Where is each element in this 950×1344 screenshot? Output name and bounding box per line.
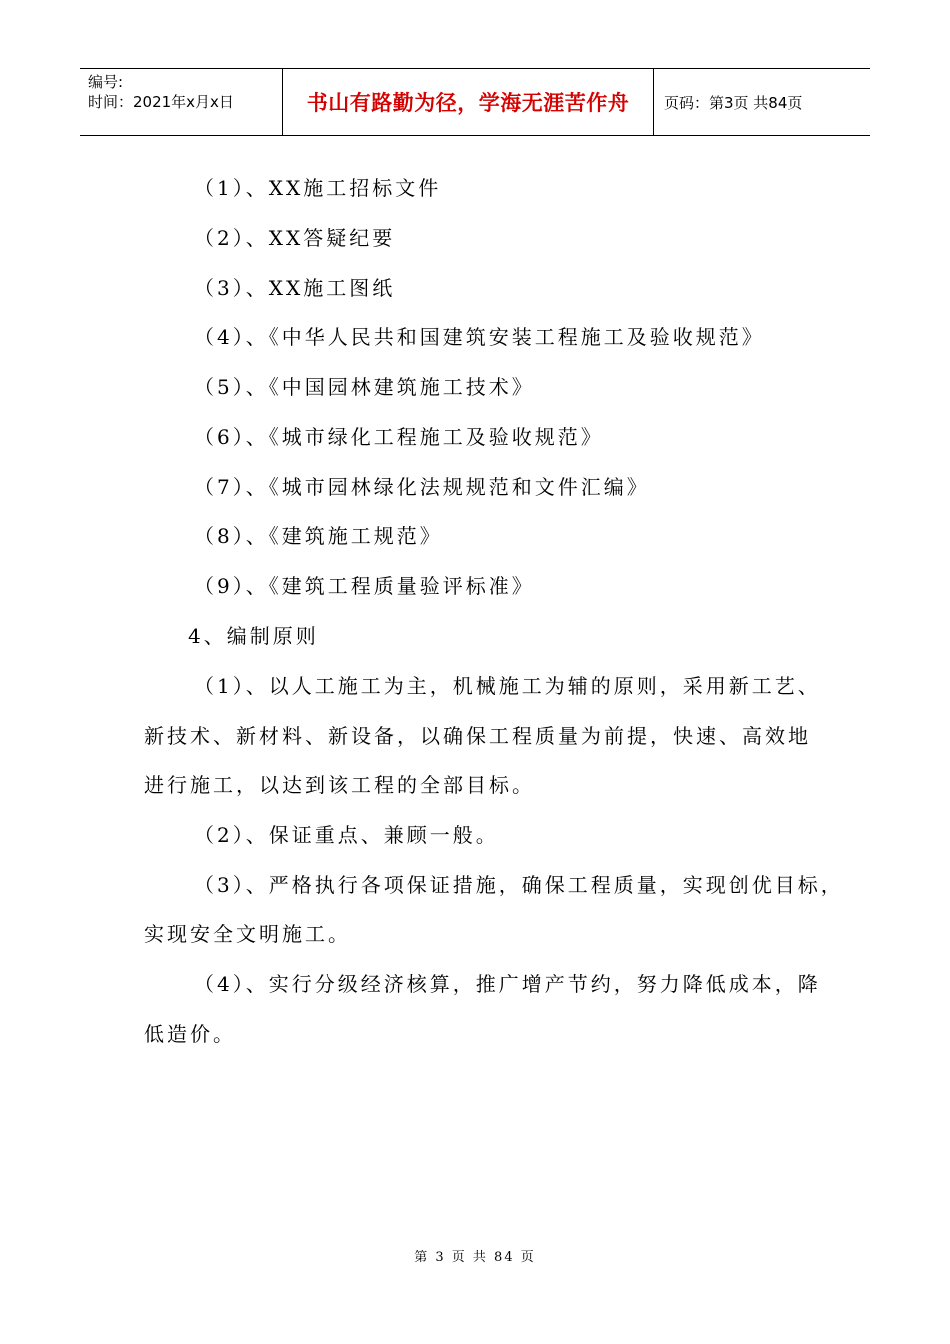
- list-item: （9）、《建筑工程质量验评标准》: [194, 574, 535, 598]
- header-page-info: 页码：第3页 共84页: [664, 93, 803, 112]
- page-header: [80, 68, 870, 136]
- paragraph-line: 实现安全文明施工。: [144, 922, 351, 946]
- list-item: （7）、《城市园林绿化法规规范和文件汇编》: [194, 475, 650, 499]
- time-label: 时间：2021年x月x日: [88, 93, 234, 111]
- paragraph-line: 进行施工，以达到该工程的全部目标。: [144, 773, 535, 797]
- header-motto: 书山有路勤为径，学海无涯苦作舟: [282, 69, 654, 135]
- paragraph-line: （2）、保证重点、兼顾一般。: [194, 823, 499, 847]
- paragraph-line: 新技术、新材料、新设备，以确保工程质量为前提，快速、高效地: [144, 724, 811, 748]
- header-meta: [80, 69, 282, 135]
- list-item: （8）、《建筑施工规范》: [194, 524, 443, 548]
- paragraph-line: 低造价。: [144, 1022, 236, 1046]
- paragraph-line: （3）、严格执行各项保证措施，确保工程质量，实现创优目标，: [194, 873, 844, 897]
- paragraph-line: （1）、以人工施工为主，机械施工为辅的原则，采用新工艺、: [194, 674, 821, 698]
- page-footer: 第 3 页 共 84 页: [414, 1250, 536, 1265]
- list-item: （1）、XX施工招标文件: [194, 176, 442, 200]
- list-item: （2）、XX答疑纪要: [194, 226, 396, 250]
- list-item: （5）、《中国园林建筑施工技术》: [194, 375, 535, 399]
- list-item: （6）、《城市绿化工程施工及验收规范》: [194, 425, 604, 449]
- paragraph-line: （4）、实行分级经济核算，推广增产节约，努力降低成本，降: [194, 972, 821, 996]
- list-item: （3）、XX施工图纸: [194, 276, 396, 300]
- list-item: （4）、《中华人民共和国建筑安装工程施工及验收规范》: [194, 325, 765, 349]
- section-heading: 4、编制原则: [188, 624, 319, 648]
- serial-label: 编号:: [88, 73, 124, 91]
